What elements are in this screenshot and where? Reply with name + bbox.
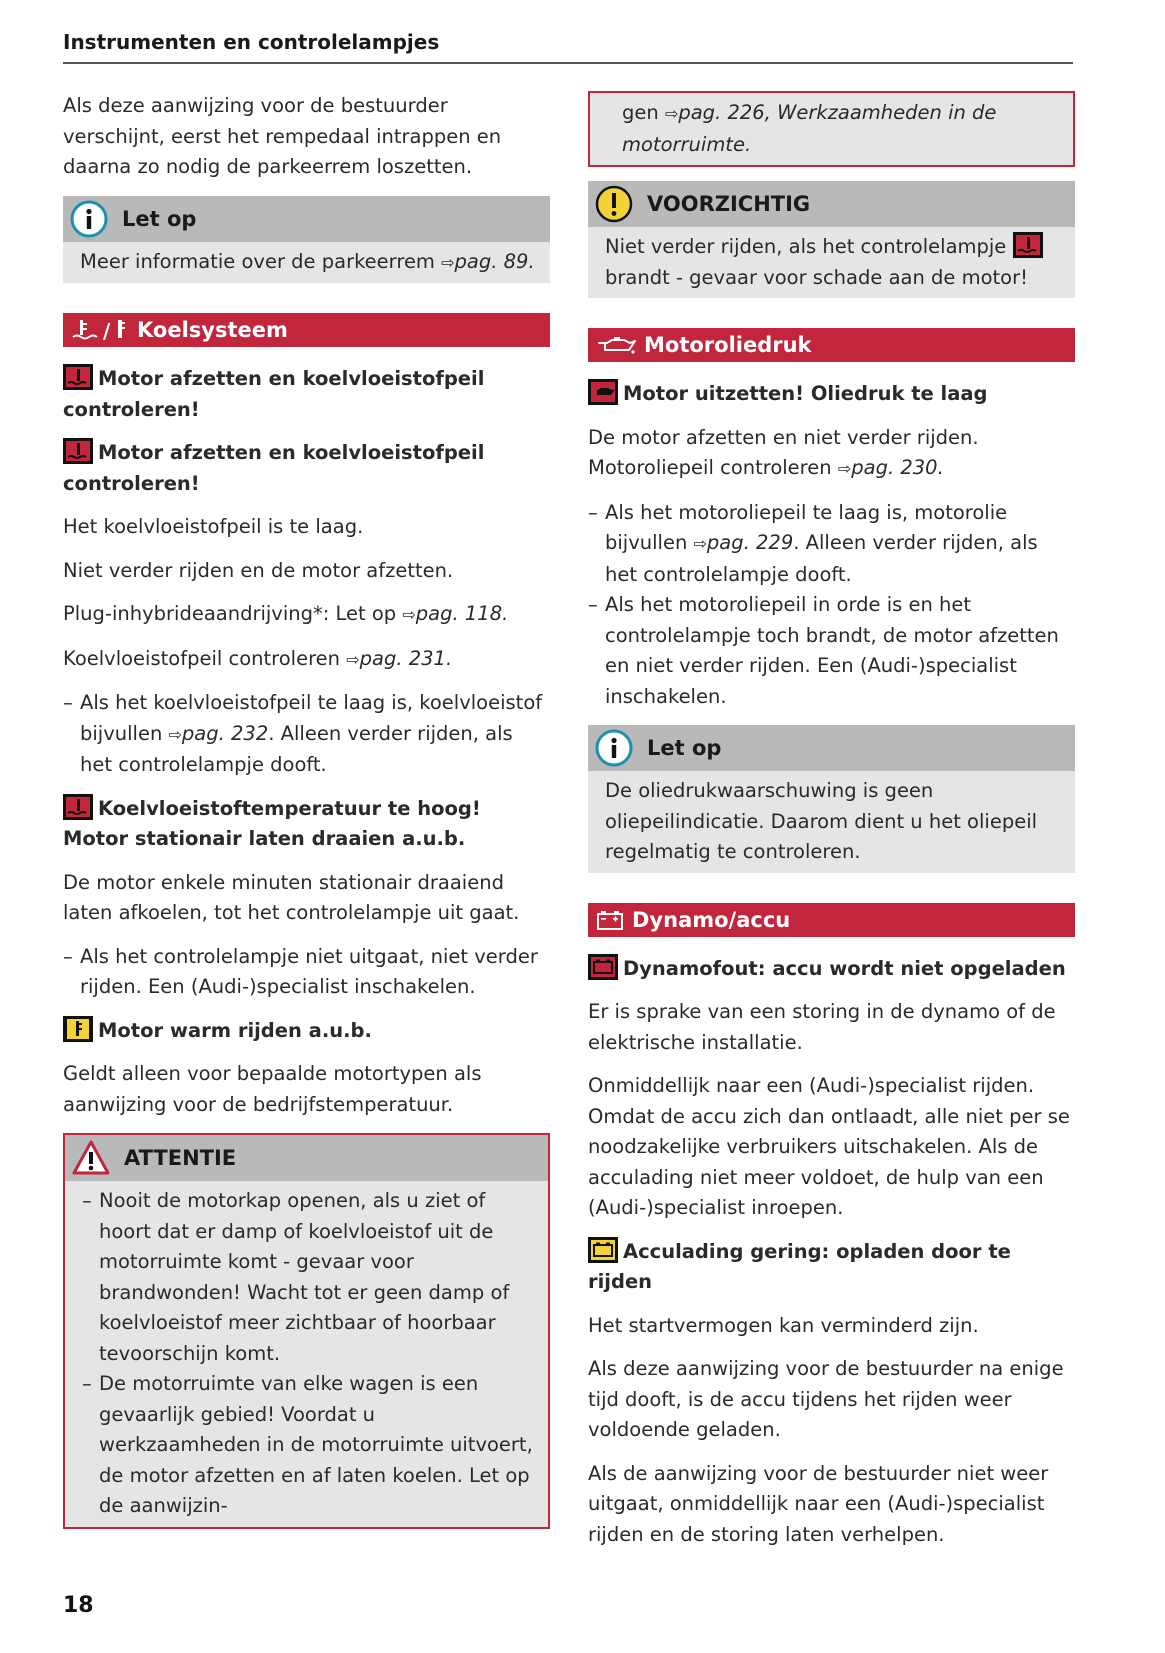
battery-text-3: Het startvermogen kan verminderd zijn. xyxy=(588,1313,979,1337)
attention-item-2: – De motorruimte van elke wagen is een gevaarlijk gebied! Voordat u werkzaamheden in de motorruimte uitvoert, de motor afzetten en af laten koelen. Let op de aanwijzin- xyxy=(82,1369,534,1522)
note-box-title: Let op xyxy=(122,206,197,231)
arrow-right-icon: ⇨ xyxy=(402,605,416,624)
page-ref-link[interactable]: ⇨pag. 89. xyxy=(441,249,535,273)
warning-heading-coolant-temp: Koelvloeistoftemperatuur te hoog! Motor stationair laten draaien a.u.b. xyxy=(63,794,550,855)
oil-bullet-2: – Als het motoroliepeil in orde is en het controlelampje toch brandt, de motor afzetten en niet verder rijden. Een (Audi-)specialist inschakelen. xyxy=(588,590,1075,712)
note-box-body xyxy=(63,242,550,284)
info-icon xyxy=(595,729,633,767)
attention-box-header xyxy=(65,1135,548,1181)
oil-bullet-1: – Als het motoroliepeil te laag is, motorolie bijvullen ⇨pag. 229. Alleen verder rijden, als het controlelampje dooft. xyxy=(588,498,1075,591)
coolant-warning-red-icon xyxy=(63,364,93,390)
caution-box-header xyxy=(588,181,1075,227)
page-ref-link[interactable]: ⇨pag. 118. xyxy=(402,602,509,625)
warning-heading-coolant-red: Motor afzetten en koelvloeistofpeil controleren! xyxy=(63,364,550,425)
low-charge-warning-icon xyxy=(588,1237,618,1263)
intro-text: Als deze aanwijzing voor de bestuurder verschijnt, eerst het rempedaal intrappen en daarna zo nodig de parkeerrem loszetten. xyxy=(63,94,502,178)
arrow-right-icon: ⇨ xyxy=(168,724,182,744)
page-ref-link[interactable]: ⇨pag. 226, Werkzaamheden in de motorruimte xyxy=(622,101,997,156)
page-ref-link[interactable]: ⇨pag. 232 xyxy=(168,721,269,745)
arrow-right-icon: ⇨ xyxy=(664,104,679,123)
note-text: Meer informatie over de parkeerrem xyxy=(80,249,435,273)
battery-text-1: Er is sprake van een storing in de dynamo of de elektrische installatie. xyxy=(588,1000,1056,1054)
page-ref-link[interactable]: ⇨pag. 230. xyxy=(837,456,944,479)
oil-can-icon xyxy=(596,332,636,358)
coolant-temp-warning-icon xyxy=(63,794,93,820)
note-box-header xyxy=(63,196,550,242)
attention-item-1: – Nooit de motorkap openen, als u ziet of hoort dat er damp of koelvloeistof uit de motorruimte komt - gevaar voor brandwonden! Wacht tot er geen damp of koelvloeistof meer zichtbaar of hoorbaar tevoorschijn komt. xyxy=(82,1186,534,1369)
attention-box-continued xyxy=(588,91,1075,167)
section-header-battery xyxy=(588,903,1075,937)
attention-box-continued-body: gen ⇨pag. 226, Werkzaamheden in de motorruimte. xyxy=(622,101,997,156)
battery-icon xyxy=(596,907,624,933)
coolant-text-2: Niet verder rijden en de motor afzetten. xyxy=(63,558,454,582)
coolant-text-1: Het koelvloeistofpeil is te laag. xyxy=(63,515,364,538)
coolant-temp-text: De motor enkele minuten stationair draaiend laten afkoelen, tot het controlelampje uit gaat. xyxy=(63,870,520,924)
attention-title: ATTENTIE xyxy=(124,1146,237,1170)
battery-text-5: Als de aanwijzing voor de bestuurder niet weer uitgaat, onmiddellijk naar een (Audi-)specialist rijden en de storing laten verhelpen. xyxy=(588,1461,1049,1546)
engine-warm-up-icon xyxy=(63,1016,93,1042)
battery-text-4: Als deze aanwijzing voor de bestuurder na enige tijd dooft, is de accu tijdens het rijden weer voldoende geladen. xyxy=(588,1357,1064,1441)
right-column xyxy=(588,91,1075,1563)
arrow-right-icon: ⇨ xyxy=(693,534,707,553)
coolant-bullet-1: – Als het koelvloeistofpeil te laag is, koelvloeistof bijvullen ⇨pag. 232. Alleen verder rijden, als het controlelampje dooft. xyxy=(63,688,550,781)
warm-up-text: Geldt alleen voor bepaalde motortypen als aanwijzing voor de bedrijfstemperatuur. xyxy=(63,1062,482,1116)
info-icon xyxy=(70,200,108,238)
left-column xyxy=(63,91,550,1559)
note-box-oil-title: Let op xyxy=(647,736,722,760)
arrow-right-icon: ⇨ xyxy=(441,252,455,272)
warning-heading-alternator: Dynamofout: accu wordt niet opgeladen xyxy=(588,954,1075,985)
battery-text-2: Onmiddellijk naar een (Audi-)specialist rijden. Omdat de accu zich dan ontlaadt, alle niet per se noodzakelijke verbruikers uitschakelen. Als de acculading niet meer voldoet, de hulp van een (Audi-)specialist inroepen. xyxy=(588,1074,1070,1219)
svg-text:/: / xyxy=(103,319,111,343)
warning-heading-oil: Motor uitzetten! Oliedruk te laag xyxy=(588,379,1075,410)
running-header: Instrumenten en controlelampjes xyxy=(63,30,440,54)
attention-box-body xyxy=(65,1181,548,1527)
page-ref-link[interactable]: ⇨pag. 231. xyxy=(346,646,453,670)
arrow-right-icon: ⇨ xyxy=(346,649,360,669)
oil-pressure-warning-icon xyxy=(588,379,618,405)
caution-title: VOORZICHTIG xyxy=(647,192,811,216)
section-header-coolant xyxy=(63,313,550,347)
oil-text-1: De motor afzetten en niet verder rijden. Motoroliepeil controleren ⇨pag. 230. xyxy=(588,425,979,479)
alternator-warning-icon xyxy=(588,954,618,980)
page-ref-link[interactable]: ⇨pag. 229 xyxy=(693,531,794,554)
section-title-oil: Motoroliedruk xyxy=(644,333,812,357)
page-number: 18 xyxy=(63,1593,94,1618)
note-box-oil-header xyxy=(588,725,1075,771)
warning-triangle-icon xyxy=(72,1139,110,1177)
note-box-parking xyxy=(63,196,550,284)
note-box-oil xyxy=(588,725,1075,873)
coolant-level-warning-icon xyxy=(63,438,93,464)
section-title-battery: Dynamo/accu xyxy=(632,907,791,932)
coolant-temp-icon xyxy=(71,317,129,343)
info-heading-warm-up: Motor warm rijden a.u.b. xyxy=(63,1016,550,1047)
caution-box xyxy=(588,181,1075,298)
note-box-oil-body: De oliedrukwaarschuwing is geen oliepeilindicatie. Daarom dient u het oliepeil regelmatig te controleren. xyxy=(605,779,1038,863)
coolant-text-4: Koelvloeistofpeil controleren ⇨pag. 231. xyxy=(63,646,453,670)
warning-heading-low-charge: Acculading gering: opladen door te rijden xyxy=(588,1237,1075,1298)
header-rule xyxy=(63,62,1073,64)
warning-heading-coolant-level: Motor afzetten en koelvloeistofpeil controleren! xyxy=(63,438,550,499)
attention-box xyxy=(63,1133,550,1529)
caution-box-body: Niet verder rijden, als het controlelampje brandt - gevaar voor schade aan de motor! xyxy=(588,227,1075,298)
caution-exclamation-icon xyxy=(595,185,633,223)
coolant-text-3: Plug-inhybrideaandrijving*: Let op ⇨pag. 118. xyxy=(63,602,509,625)
arrow-right-icon: ⇨ xyxy=(837,459,852,478)
section-header-oil xyxy=(588,328,1075,362)
section-title-coolant: Koelsysteem xyxy=(137,318,288,342)
coolant-temp-bullet: – Als het controlelampje niet uitgaat, niet verder rijden. Een (Audi-)specialist inschakelen. xyxy=(63,942,550,1003)
coolant-warning-inline-icon xyxy=(1013,232,1043,258)
